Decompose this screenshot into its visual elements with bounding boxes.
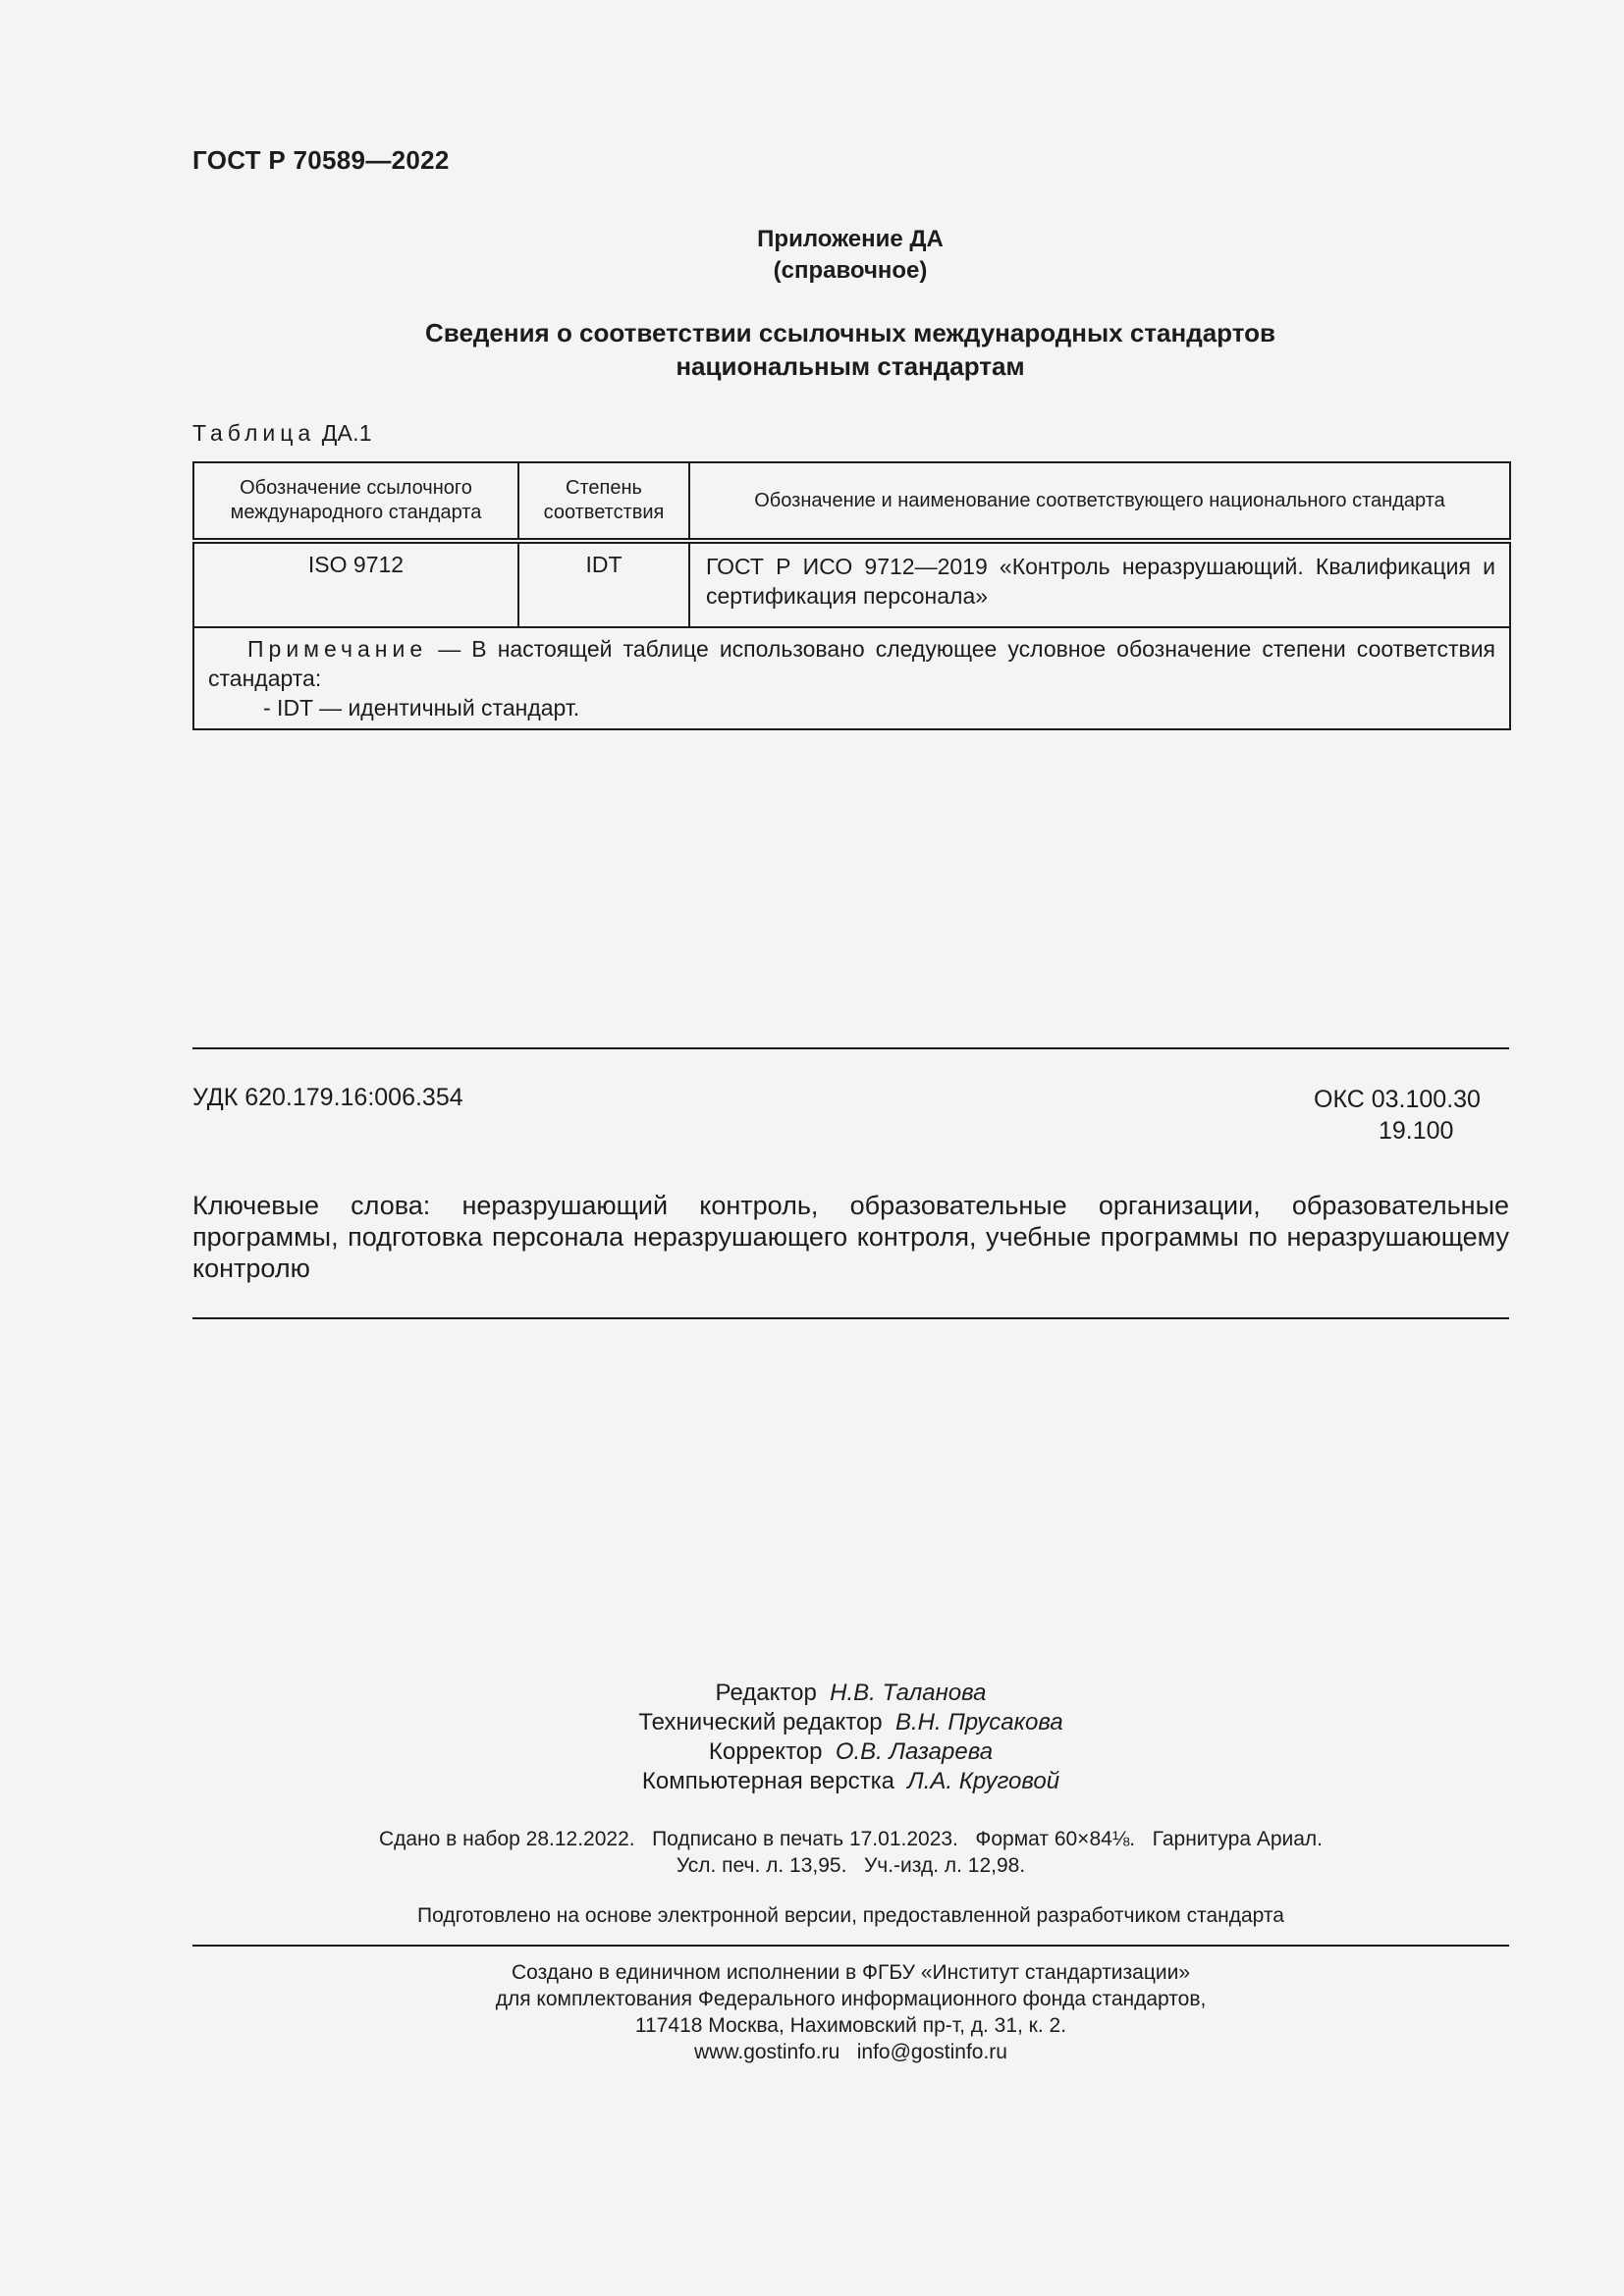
publisher-line2: для комплектования Федерального информационного фонда стандартов, xyxy=(495,1988,1207,2010)
note-label: Примечание xyxy=(247,636,428,662)
print-info xyxy=(192,1826,1509,1879)
header-intl-standard: Обозначение ссылочного международного стандарта xyxy=(193,462,518,541)
header-national-standard: Обозначение и наименование соответствующего национального стандарта xyxy=(689,462,1510,541)
cell-intl-standard: ISO 9712 xyxy=(193,541,518,627)
publisher-line3: 117418 Москва, Нахимовский пр-т, д. 31, к. 2. xyxy=(634,2014,1067,2037)
note-item: - IDT — идентичный стандарт. xyxy=(263,695,580,721)
publisher-contacts: www.gostinfo.ru info@gostinfo.ru xyxy=(694,2041,1007,2063)
section-heading xyxy=(192,316,1508,383)
credit-tech-editor: Технический редактор В.Н. Прусакова xyxy=(638,1709,1063,1735)
note-text: — В настоящей таблице использовано следующее условное обозначение степени соответствия стандарта: xyxy=(208,636,1496,691)
print-info-line1: Сдано в набор 28.12.2022. Подписано в печать 17.01.2023. Формат 60×84⅛. Гарнитура Ариал. xyxy=(378,1828,1324,1850)
publisher-info xyxy=(192,1959,1509,2065)
table-caption-word: Таблица xyxy=(192,420,316,446)
table-caption-number: ДА.1 xyxy=(321,420,372,446)
table-note xyxy=(193,627,1510,729)
prepared-note: Подготовлено на основе электронной версии, предоставленной разработчиком стандарта xyxy=(417,1904,1284,1927)
header-degree: Степень соответствия xyxy=(518,462,689,541)
credits xyxy=(192,1679,1509,1796)
publisher-line1: Создано в единичном исполнении в ФГБУ «Институт стандартизации» xyxy=(511,1961,1191,1984)
table-row xyxy=(193,541,1510,627)
credit-proofreader: Корректор О.В. Лазарева xyxy=(708,1738,994,1765)
table-caption xyxy=(192,420,372,447)
appendix-title xyxy=(192,224,1508,287)
table-header-row xyxy=(193,462,1510,541)
correspondence-table xyxy=(192,461,1511,730)
appendix-label: Приложение ДА xyxy=(757,226,944,252)
oks-code-1: ОКС 03.100.30 xyxy=(1314,1086,1481,1113)
oks-code-2: 19.100 xyxy=(1379,1117,1454,1145)
keywords: Ключевые слова: неразрушающий контроль, образовательные организации, образовательные программы, подготовка персонала неразрушающего контроля, учебные программы по неразрушающему контролю xyxy=(192,1191,1509,1283)
oks-codes xyxy=(1314,1084,1500,1147)
section-heading-line2: национальным стандартам xyxy=(676,351,1025,381)
cell-degree: IDT xyxy=(518,541,689,627)
credit-editor: Редактор Н.В. Таланова xyxy=(715,1680,987,1706)
footer-divider xyxy=(192,1945,1509,1947)
section-heading-line1: Сведения о соответствии ссылочных международных стандартов xyxy=(425,318,1275,347)
table-note-row xyxy=(193,627,1510,729)
cell-national-standard: ГОСТ Р ИСО 9712—2019 «Контроль неразрушающий. Квалификация и сертификация персонала» xyxy=(689,541,1510,627)
credit-layout: Компьютерная верстка Л.А. Круговой xyxy=(641,1768,1060,1794)
udk-code: УДК 620.179.16:006.354 xyxy=(192,1084,463,1111)
keywords-divider xyxy=(192,1317,1509,1319)
top-divider xyxy=(192,1047,1509,1049)
print-info-line2: Усл. печ. л. 13,95. Уч.-изд. л. 12,98. xyxy=(676,1854,1026,1877)
appendix-type: (справочное) xyxy=(773,257,928,284)
document-id: ГОСТ Р 70589—2022 xyxy=(192,145,450,175)
